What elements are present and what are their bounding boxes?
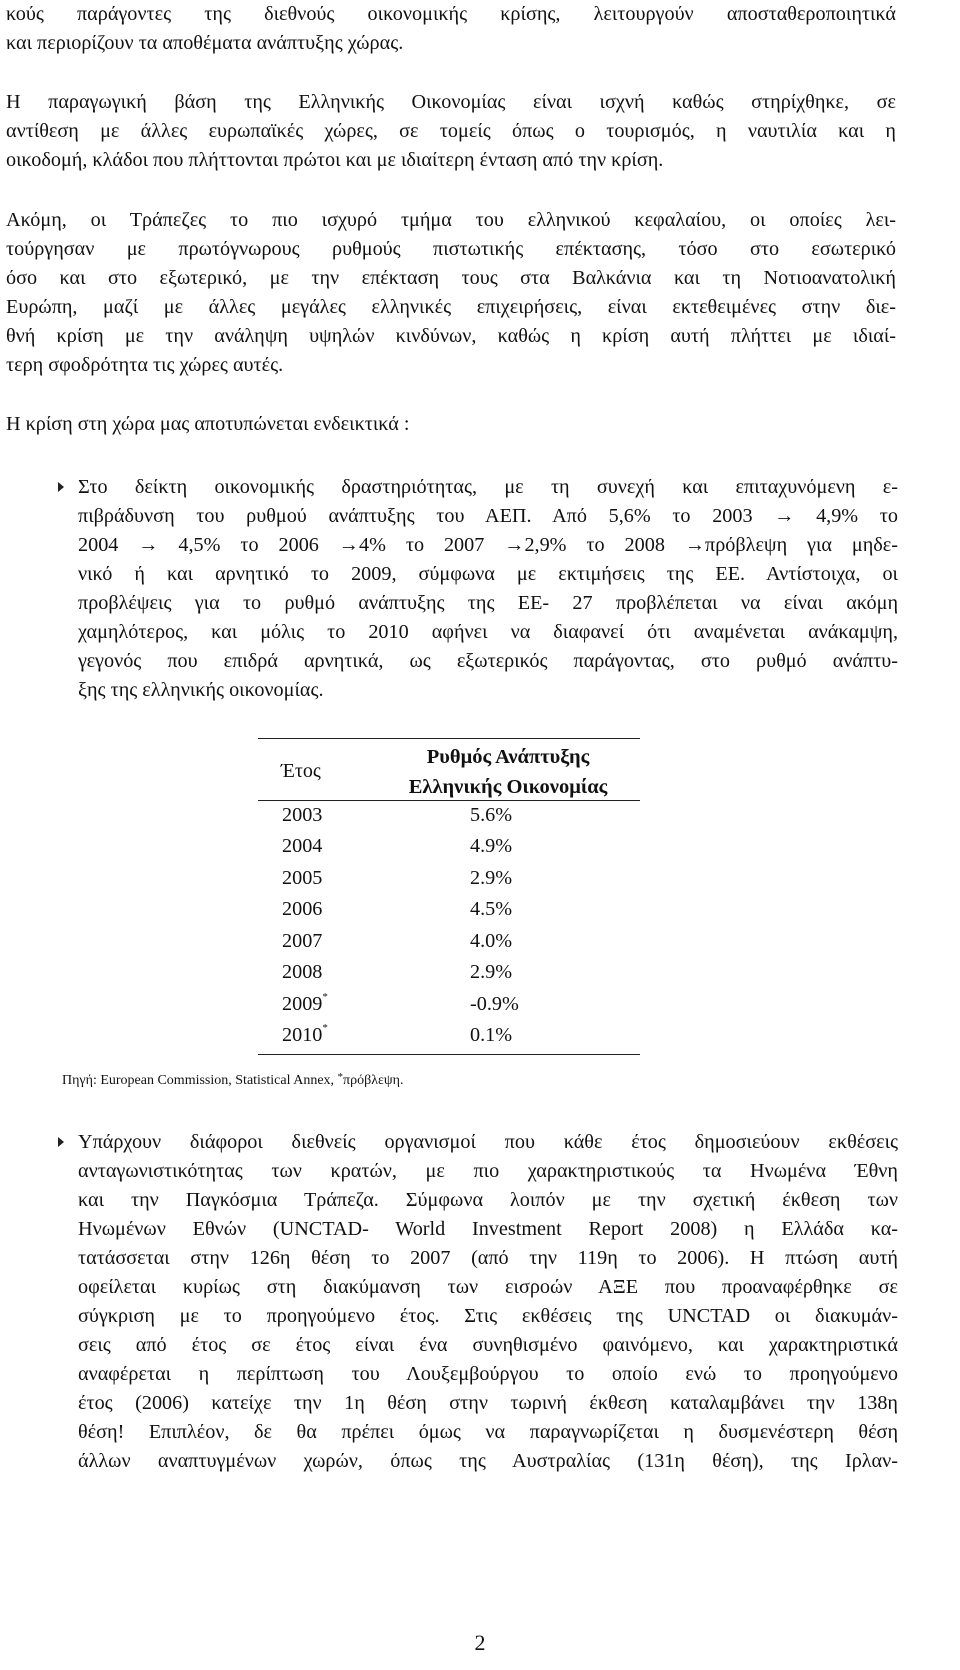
table-header-year: Έτος	[281, 760, 321, 782]
text-line: οφείλεται κυρίως στη διακύμανση των εισροών ΑΞΕ που προαναφέρθηκε σε	[78, 1276, 898, 1298]
table-source-note: Πηγή: European Commission, Statistical Annex, *πρόβλεψη.	[62, 1071, 404, 1088]
text-line: Ευρώπη, μαζί με άλλες μεγάλες ελληνικές επιχειρήσεις, είναι εκτεθειμένες στην διε-	[6, 296, 896, 318]
table-header-rule	[258, 800, 640, 801]
text-line: θέση! Επιπλέον, δε θα πρέπει όμως να παραγνωρίζεται η δυσμενέστερη θέση	[78, 1421, 898, 1443]
table-header-rate-line2: Ελληνικής Οικονομίας	[408, 776, 608, 798]
table-cell-value: 4.5%	[470, 898, 513, 920]
text-line: κούς παράγοντες της διεθνούς οικονομικής κρίσης, λειτουργούν αποσταθεροποιητικά	[6, 3, 896, 25]
table-row	[258, 961, 640, 992]
bullet-text	[78, 473, 898, 705]
text-line: Υπάρχουν διάφοροι διεθνείς οργανισμοί που κάθε έτος δημοσιεύουν εκθέσεις	[78, 1131, 898, 1153]
text-line: πιβράδυνση του ρυθμού ανάπτυξης του ΑΕΠ. Από 5,6% το 2003 → 4,9% το	[78, 505, 898, 527]
text-line: θνή κρίση με την ανάληψη υψηλών κινδύνων, καθώς η κρίση αυτή πλήττει με ιδιαί-	[6, 325, 896, 347]
bullet-arrow-icon	[58, 482, 64, 492]
table-cell-value: 4.9%	[470, 835, 513, 857]
table-row	[258, 1024, 640, 1055]
table-row	[258, 993, 640, 1024]
text-line: προβλέψεις για το ρυθμό ανάπτυξης της ΕΕ- 27 προβλέπεται να είναι ακόμη	[78, 592, 898, 614]
table-cell-value: 5.6%	[470, 804, 513, 826]
table-header-rate-line1: Ρυθμός Ανάπτυξης	[426, 746, 590, 768]
text-line: τούργησαν με πρωτόγνωρους ρυθμούς πιστωτικής επέκτασης, τόσο στο εσωτερικό	[6, 238, 896, 260]
text-line: αναφέρεται η περίπτωση του Λουξεμβούργου το οποίο ενώ το προηγούμενο	[78, 1363, 898, 1385]
text-line: αντίθεση με άλλες ευρωπαϊκές χώρες, σε τομείς όπως ο τουρισμός, η ναυτιλία και η	[6, 120, 896, 142]
paragraph-crisis-intro	[6, 410, 896, 439]
table-cell-value: 2.9%	[470, 961, 513, 983]
text-line: τατάσσεται στην 126η θέση το 2007 (από την 119η το 2006). Η πτώση αυτή	[78, 1247, 898, 1269]
text-line: ξης της ελληνικής οικονομίας.	[78, 679, 324, 701]
text-line: και περιορίζουν τα αποθέματα ανάπτυξης χώρας.	[6, 32, 404, 54]
text-line: ανταγωνιστικότητας των κρατών, με πιο χαρακτηριστικούς τα Ηνωμένα Έθνη	[78, 1160, 898, 1182]
paragraph-production-base	[6, 88, 896, 175]
table-cell-year: 2009*	[282, 991, 328, 1015]
table-bottom-rule	[258, 1054, 640, 1055]
table-cell-year: 2005	[282, 867, 323, 889]
text-line: και την Παγκόσμια Τράπεζα. Σύμφωνα λοιπόν με την σχετική έκθεση των	[78, 1189, 898, 1211]
text-line: τερη σφοδρότητα τις χώρες αυτές.	[6, 354, 284, 376]
text-line: Ηνωμένων Εθνών (UNCTAD- World Investment Report 2008) η Ελλάδα κα-	[78, 1218, 898, 1240]
text-line: νικό ή και αρνητικό το 2009, σύμφωνα με εκτιμήσεις της ΕΕ. Αντίστοιχα, οι	[78, 563, 898, 585]
table-cell-value: -0.9%	[470, 993, 519, 1015]
paragraph-banks	[6, 206, 896, 380]
table-top-rule	[258, 738, 640, 739]
text-line: 2004 → 4,5% το 2006 →4% το 2007 →2,9% το 2008 →πρόβλεψη για μηδε-	[78, 534, 898, 556]
text-line: οικοδομή, κλάδοι που πλήττονται πρώτοι και με ιδιαίτερη ένταση από την κρίση.	[6, 149, 664, 171]
table-cell-year: 2006	[282, 898, 323, 920]
table-cell-year: 2008	[282, 961, 323, 983]
table-row	[258, 804, 640, 835]
text-line: σύγκριση με το προηγούμενο έτος. Στις εκθέσεις της UNCTAD οι διακυμάν-	[78, 1305, 898, 1327]
text-line: Στο δείκτη οικονομικής δραστηριότητας, με τη συνεχή και επιταχυνόμενη ε-	[78, 476, 898, 498]
text-line: Η παραγωγική βάση της Ελληνικής Οικονομίας είναι ισχνή καθώς στηρίχθηκε, σε	[6, 91, 896, 113]
text-line: γεγονός που επιδρά αρνητικά, ως εξωτερικός παράγοντας, στο ρυθμό ανάπτυ-	[78, 650, 898, 672]
bullet-text	[78, 1128, 898, 1476]
table-cell-year: 2010*	[282, 1022, 328, 1046]
table-cell-year: 2003	[282, 804, 323, 826]
table-row	[258, 930, 640, 961]
text-line: Η κρίση στη χώρα μας αποτυπώνεται ενδεικτικά :	[6, 413, 410, 435]
table-cell-year: 2007	[282, 930, 323, 952]
text-line: όσο και στο εξωτερικό, με την επέκταση τους στα Βαλκάνια και τη Νοτιοανατολική	[6, 267, 896, 289]
text-line: άλλων αναπτυγμένων χωρών, όπως της Αυστραλίας (131η θέση), της Ιρλαν-	[78, 1450, 898, 1472]
table-row	[258, 867, 640, 898]
intro-paragraph	[6, 0, 896, 58]
table-cell-value: 4.0%	[470, 930, 513, 952]
table-header-rate	[376, 742, 640, 802]
bullet-arrow-icon	[58, 1137, 64, 1147]
table-cell-value: 2.9%	[470, 867, 513, 889]
text-line: Ακόμη, οι Τράπεζες το πιο ισχυρό τμήμα του ελληνικού κεφαλαίου, οι οποίες λει-	[6, 209, 896, 231]
table-cell-year: 2004	[282, 835, 323, 857]
text-line: χαμηλότερος, και μόλις το 2010 αφήνει να διαφανεί ότι αναμένεται ανάκαμψη,	[78, 621, 898, 643]
page-number: 2	[474, 1630, 486, 1655]
text-line: σεις από έτος σε έτος είναι ένα συνηθισμένο φαινόμενο, και χαρακτηριστικά	[78, 1334, 898, 1356]
table-row	[258, 835, 640, 866]
text-line: έτος (2006) κατείχε την 1η θέση στην τωρινή έκθεση καταλαμβάνει την 138η	[78, 1392, 898, 1414]
table-row	[258, 898, 640, 929]
table-cell-value: 0.1%	[470, 1024, 513, 1046]
